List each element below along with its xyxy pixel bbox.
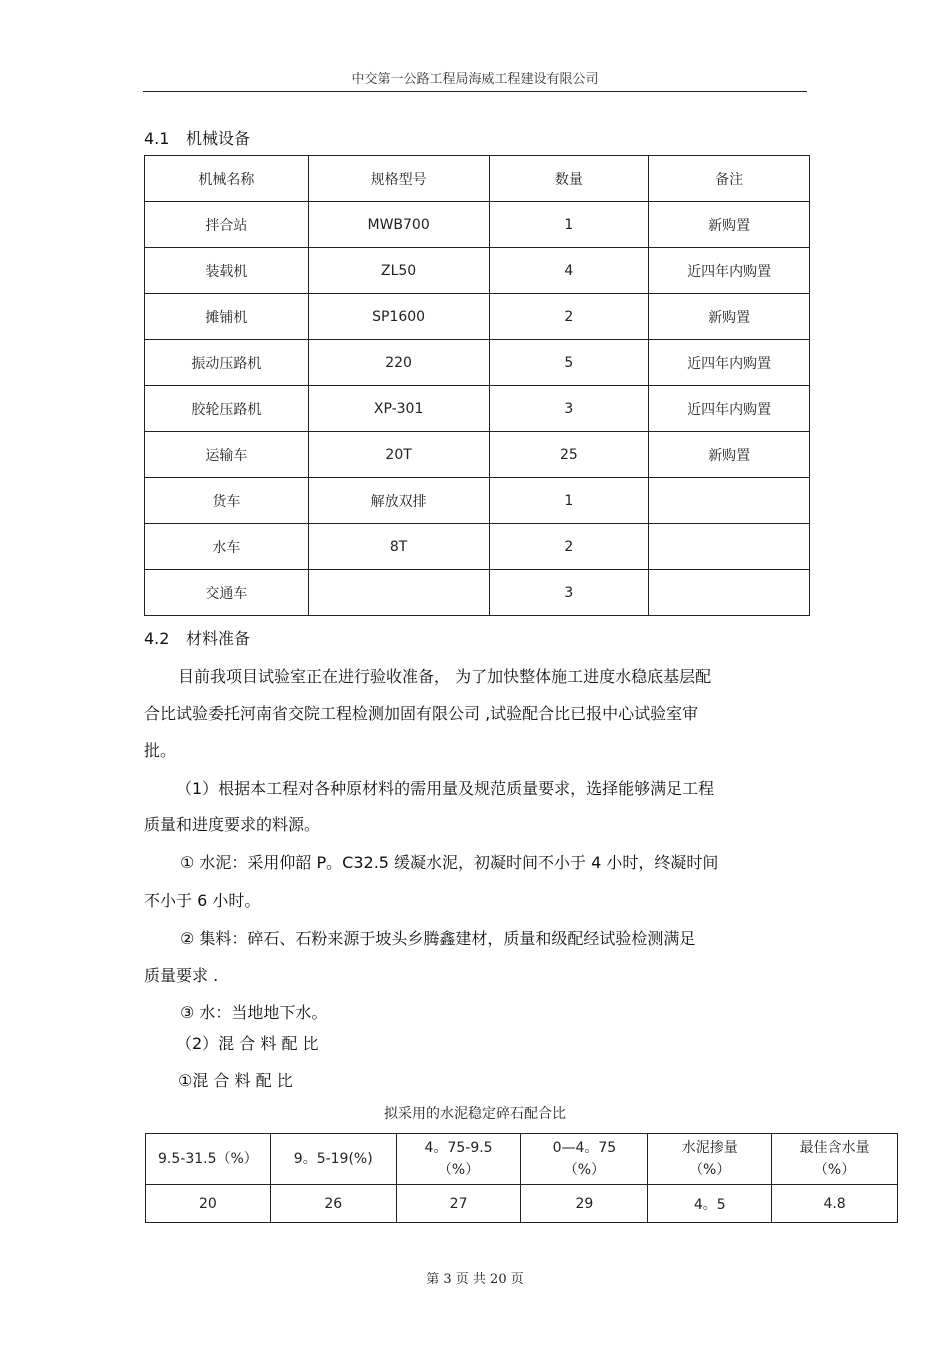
equipment-quantity: 4 [489, 248, 649, 294]
section-title: 材料准备 [186, 629, 251, 648]
equipment-quantity: 2 [489, 294, 649, 340]
paragraph-line: 目前我项目试验室正在进行验收准备， 为了加快整体施工进度水稳底基层配 [178, 667, 712, 686]
equipment-table [144, 155, 810, 616]
header-line: 9.5-31.5（%） [158, 1151, 258, 1167]
equipment-remark [649, 524, 810, 570]
section-title: 机械设备 [186, 129, 251, 148]
table-row [145, 432, 810, 478]
paragraph-line: 不小于 6 小时。 [144, 891, 261, 910]
header-cell: 数量 [489, 156, 649, 202]
section-heading-4-1 [144, 126, 250, 149]
header-cell [648, 1134, 772, 1185]
mix-value: 29 [521, 1185, 648, 1223]
paragraph-line: 质量和进度要求的料源。 [144, 815, 321, 834]
header-cell [521, 1134, 648, 1185]
header-line: 最佳含水量 [799, 1140, 870, 1156]
mix-value: 4.8 [772, 1185, 898, 1223]
equipment-name: 摊铺机 [145, 294, 309, 340]
header-line: 4。75-9.5 [424, 1140, 493, 1156]
mix-value: 27 [396, 1185, 521, 1223]
equipment-name: 交通车 [145, 570, 309, 616]
section-heading-4-2 [144, 626, 250, 649]
equipment-quantity: 1 [489, 478, 649, 524]
paragraph-line: ② 集料：碎石、石粉来源于坡头乡腾鑫建材，质量和级配经试验检测满足 [180, 929, 696, 948]
table-row [145, 478, 810, 524]
equipment-remark: 近四年内购置 [649, 248, 810, 294]
equipment-model: 220 [308, 340, 489, 386]
paragraph-line: （1）根据本工程对各种原材料的需用量及规范质量要求，选择能够满足工程 [176, 779, 715, 798]
header-line: 0—4。75 [552, 1140, 617, 1156]
equipment-quantity: 25 [489, 432, 649, 478]
table-caption: 拟采用的水泥稳定碎石配合比 [384, 1106, 566, 1122]
equipment-name: 货车 [145, 478, 309, 524]
equipment-name: 拌合站 [145, 202, 309, 248]
table-header-row [145, 156, 810, 202]
header-line: 水泥掺量 [681, 1140, 738, 1156]
mix-value: 26 [270, 1185, 396, 1223]
paragraph-line: 质量要求 . [144, 966, 219, 985]
table-row [145, 248, 810, 294]
header-cell [396, 1134, 521, 1185]
paragraph-line: （2）混 合 料 配 比 [176, 1034, 319, 1053]
header-cell: 规格型号 [308, 156, 489, 202]
header-line: 9。5-19(%) [293, 1151, 373, 1167]
table-row [145, 340, 810, 386]
equipment-model: 8T [308, 524, 489, 570]
equipment-name: 运输车 [145, 432, 309, 478]
equipment-remark: 新购置 [649, 202, 810, 248]
equipment-model: 20T [308, 432, 489, 478]
equipment-name: 水车 [145, 524, 309, 570]
mix-ratio-table [145, 1133, 898, 1223]
equipment-remark: 近四年内购置 [649, 340, 810, 386]
equipment-quantity: 1 [489, 202, 649, 248]
equipment-remark [649, 478, 810, 524]
table-row [145, 202, 810, 248]
equipment-model: XP-301 [308, 386, 489, 432]
table-row [145, 524, 810, 570]
equipment-quantity: 2 [489, 524, 649, 570]
equipment-model: 解放双排 [308, 478, 489, 524]
header-unit: （%） [689, 1162, 731, 1178]
mix-value: 20 [146, 1185, 271, 1223]
paragraph-line: 合比试验委托河南省交院工程检测加固有限公司 ,试验配合比已报中心试验室审 [144, 704, 699, 723]
table-row [145, 294, 810, 340]
paragraph-line: 批。 [144, 741, 177, 760]
paragraph-line: ③ 水：当地地下水。 [180, 1003, 328, 1022]
table-row [145, 570, 810, 616]
table-header-row [146, 1134, 898, 1185]
header-unit: （%） [813, 1162, 856, 1178]
page-header: 中交第一公路工程局海威工程建设有限公司 [351, 72, 599, 87]
equipment-model [308, 570, 489, 616]
equipment-model: SP1600 [308, 294, 489, 340]
section-number: 4.2 [144, 629, 170, 648]
header-cell: 备注 [649, 156, 810, 202]
header-cell [772, 1134, 898, 1185]
equipment-quantity: 3 [489, 386, 649, 432]
header-cell [270, 1134, 396, 1185]
table-row [145, 386, 810, 432]
header-cell: 机械名称 [145, 156, 309, 202]
header-unit: （%） [437, 1162, 480, 1178]
header-divider [143, 91, 807, 92]
header-cell [146, 1134, 271, 1185]
table-row [146, 1185, 898, 1223]
page-footer: 第 3 页 共 20 页 [426, 1272, 524, 1287]
equipment-remark: 新购置 [649, 432, 810, 478]
equipment-quantity: 5 [489, 340, 649, 386]
equipment-name: 装载机 [145, 248, 309, 294]
equipment-quantity: 3 [489, 570, 649, 616]
equipment-model: ZL50 [308, 248, 489, 294]
equipment-remark: 新购置 [649, 294, 810, 340]
header-unit: （%） [563, 1162, 606, 1178]
equipment-remark: 近四年内购置 [649, 386, 810, 432]
equipment-remark [649, 570, 810, 616]
paragraph-line: ①混 合 料 配 比 [178, 1071, 293, 1090]
equipment-name: 振动压路机 [145, 340, 309, 386]
mix-value: 4。5 [648, 1185, 772, 1223]
section-number: 4.1 [144, 129, 170, 148]
equipment-model: MWB700 [308, 202, 489, 248]
paragraph-line: ① 水泥：采用仰韶 P。C32.5 缓凝水泥，初凝时间不小于 4 小时，终凝时间 [180, 853, 719, 872]
equipment-name: 胶轮压路机 [145, 386, 309, 432]
